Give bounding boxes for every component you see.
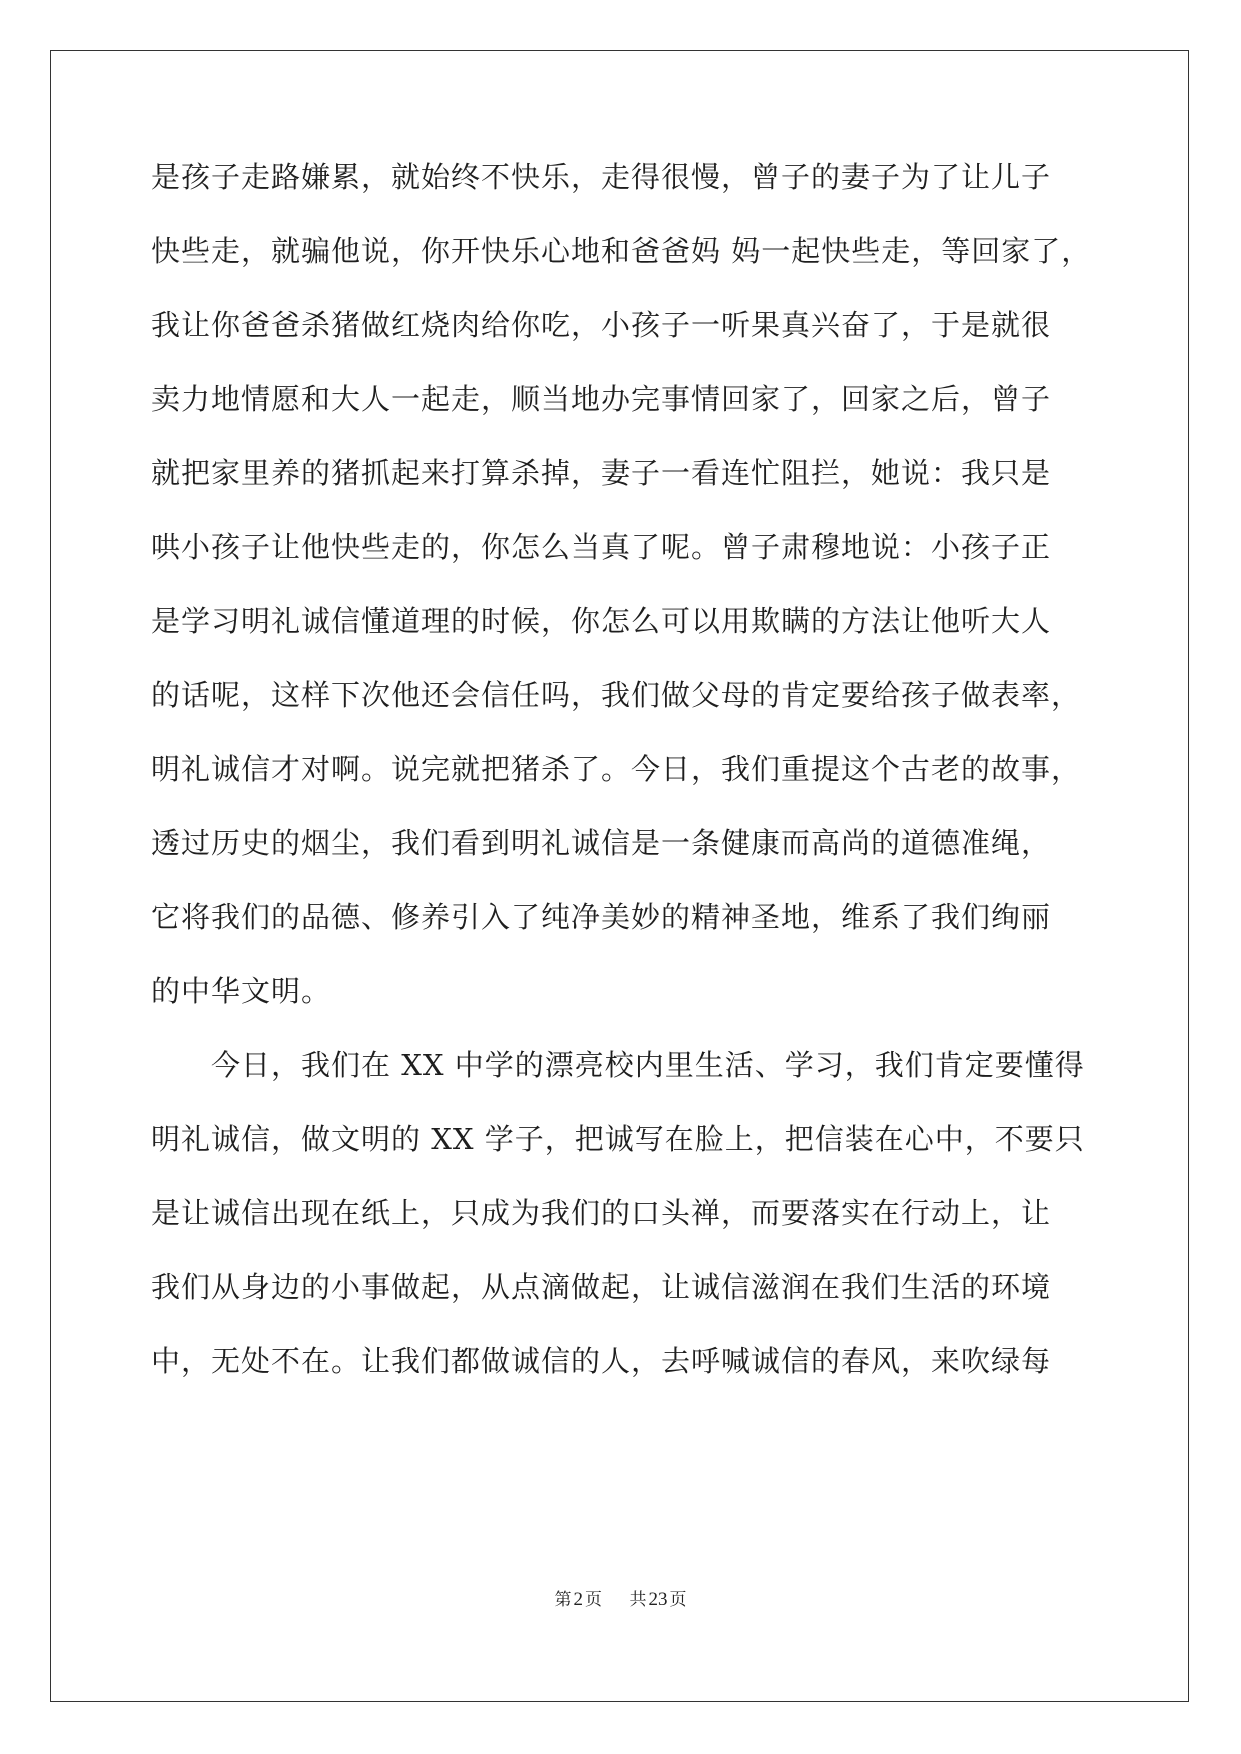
text-line: 的中华文明。 bbox=[151, 974, 332, 1008]
text-line: 我让你爸爸杀猪做红烧肉给你吃，小孩子一听果真兴奋了，于是就很 bbox=[151, 308, 1052, 342]
text-line: 是学习明礼诚信懂道理的时候，你怎么可以用欺瞒的方法让他听大人 bbox=[151, 604, 1052, 638]
page-border bbox=[50, 50, 1189, 1702]
text-line: 中，无处不在。让我们都做诚信的人，去呼喊诚信的春风，来吹绿每 bbox=[151, 1344, 1052, 1378]
text-line: 明礼诚信才对啊。说完就把猪杀了。今日，我们重提这个古老的故事， bbox=[151, 752, 1082, 786]
paragraph-first-line: 今日，我们在 XX 中学的漂亮校内里生活、学习，我们肯定要懂得 bbox=[211, 1048, 1085, 1082]
text-line: 是孩子走路嫌累，就始终不快乐，走得很慢，曾子的妻子为了让儿子 bbox=[151, 160, 1052, 194]
text-line: 透过历史的烟尘，我们看到明礼诚信是一条健康而高尚的道德准绳， bbox=[151, 826, 1052, 860]
page-footer bbox=[0, 1585, 1241, 1611]
text-line: 明礼诚信，做文明的 XX 学子，把诚写在脸上，把信装在心中，不要只 bbox=[151, 1122, 1085, 1156]
text-line: 它将我们的品德、修养引入了纯净美妙的精神圣地，维系了我们绚丽 bbox=[151, 900, 1052, 934]
text-line: 是让诚信出现在纸上，只成为我们的口头禅，而要落实在行动上，让 bbox=[151, 1196, 1052, 1230]
text-line: 的话呢，这样下次他还会信任吗，我们做父母的肯定要给孩子做表率， bbox=[151, 678, 1082, 712]
page-number: 2 bbox=[573, 1589, 584, 1610]
total-pages-indicator: 共 23 页 bbox=[629, 1589, 687, 1610]
text-line: 就把家里养的猪抓起来打算杀掉，妻子一看连忙阻拦，她说：我只是 bbox=[151, 456, 1052, 490]
text-line: 哄小孩子让他快些走的，你怎么当真了呢。曾子肃穆地说：小孩子正 bbox=[151, 530, 1052, 564]
page-indicator: 第 2 页 bbox=[554, 1589, 603, 1610]
text-line: 快些走，就骗他说，你开快乐心地和爸爸妈 妈一起快些走，等回家了， bbox=[151, 234, 1092, 268]
text-line: 我们从身边的小事做起，从点滴做起，让诚信滋润在我们生活的环境 bbox=[151, 1270, 1052, 1304]
total-pages: 23 bbox=[648, 1589, 668, 1610]
text-line: 卖力地情愿和大人一起走，顺当地办完事情回家了，回家之后，曾子 bbox=[151, 382, 1052, 416]
